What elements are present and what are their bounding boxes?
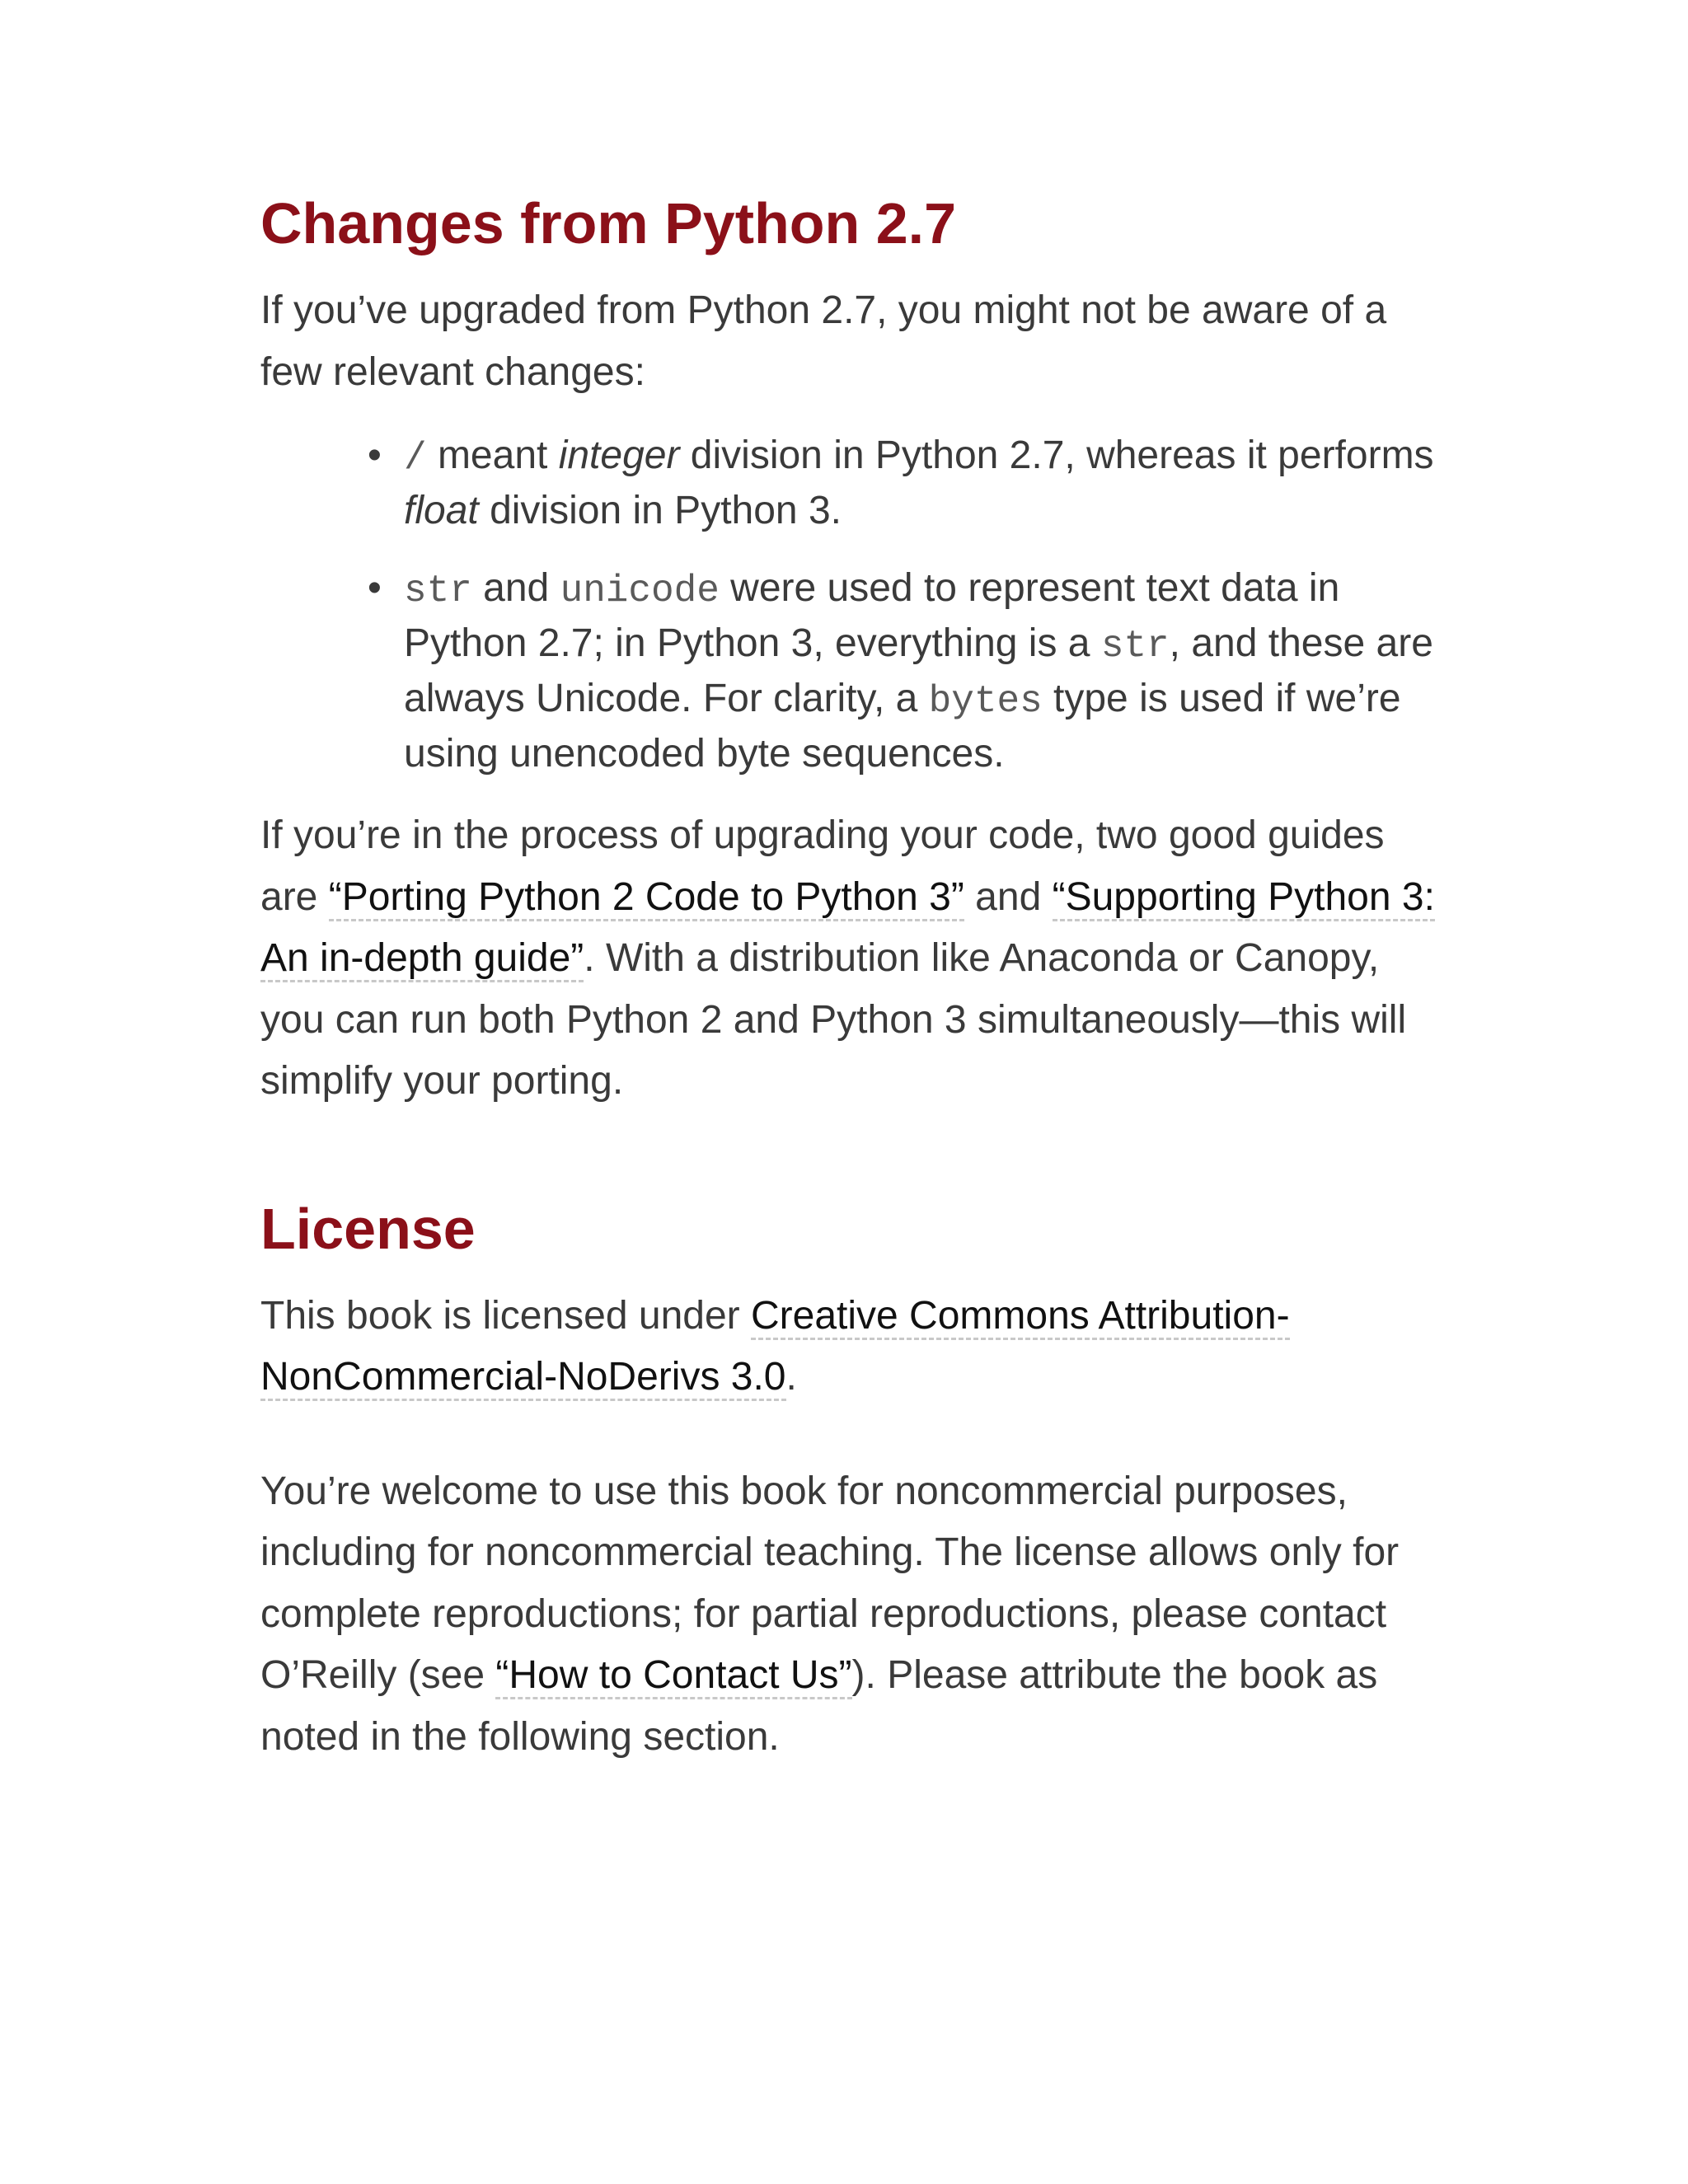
changes-section bbox=[260, 186, 1447, 1113]
text-run: This book is licensed under bbox=[260, 1293, 751, 1338]
bullet-icon: • bbox=[368, 434, 382, 477]
changes-list bbox=[260, 429, 1447, 780]
creative-commons-link[interactable]: Creative Commons Attribution-NonCommercial-NoDerivs 3.0 bbox=[260, 1294, 1290, 1402]
text-run: meant bbox=[426, 434, 559, 477]
section-heading-changes: Changes from Python 2.7 bbox=[260, 191, 957, 255]
code-bytes: bytes bbox=[928, 680, 1043, 723]
text-run: You’re welcome to use this book for noncommercial purposes, including for noncommercial teaching. The license allows only for complete reproductions; for partial reproductions, please contact O’Reilly (see bbox=[260, 1469, 1400, 1697]
license-section bbox=[260, 1192, 1447, 1769]
text-run: were used to represent text data in Python 2.7; in Python 3, everything is a bbox=[404, 566, 1340, 665]
usage-paragraph bbox=[260, 1461, 1447, 1769]
document-page bbox=[260, 186, 1447, 1768]
changes-intro-paragraph: If you’ve upgraded from Python 2.7, you might not be aware of a few relevant changes: bbox=[260, 288, 1387, 394]
code-str: str bbox=[404, 569, 472, 612]
text-run: . With a distribution like Anaconda or Canopy, you can run both Python 2 and Python 3 simultaneously—this will simplify your porting. bbox=[260, 936, 1407, 1103]
list-item bbox=[368, 562, 1447, 780]
text-run: and bbox=[471, 566, 560, 610]
text-run: type is used if we’re using unencoded byte sequences. bbox=[404, 677, 1401, 776]
text-run: ). Please attribute the book as noted in the following section. bbox=[260, 1653, 1378, 1759]
bullet-icon: • bbox=[368, 566, 382, 610]
list-item bbox=[368, 429, 1447, 537]
code-unicode: unicode bbox=[560, 569, 720, 612]
porting-guide-link[interactable]: “Porting Python 2 Code to Python 3” bbox=[329, 875, 964, 921]
emphasis-float: float bbox=[404, 489, 479, 532]
supporting-python3-link[interactable]: “Supporting Python 3: An in-depth guide” bbox=[260, 875, 1435, 983]
code-str: str bbox=[1100, 625, 1170, 668]
text-run: , and these are always Unicode. For clarity, a bbox=[404, 621, 1433, 720]
section-heading-license: License bbox=[260, 1196, 476, 1261]
text-run: . bbox=[785, 1355, 797, 1399]
how-to-contact-us-link[interactable]: “How to Contact Us” bbox=[495, 1653, 851, 1699]
text-run: and bbox=[964, 874, 1053, 919]
text-run: If you’re in the process of upgrading your code, two good guides are bbox=[260, 813, 1385, 919]
porting-paragraph bbox=[260, 805, 1447, 1113]
emphasis-integer: integer bbox=[558, 434, 680, 477]
text-run: division in Python 2.7, whereas it performs bbox=[679, 434, 1434, 477]
code-slash: / bbox=[404, 437, 427, 480]
text-run: division in Python 3. bbox=[478, 489, 842, 532]
license-paragraph bbox=[260, 1286, 1447, 1408]
